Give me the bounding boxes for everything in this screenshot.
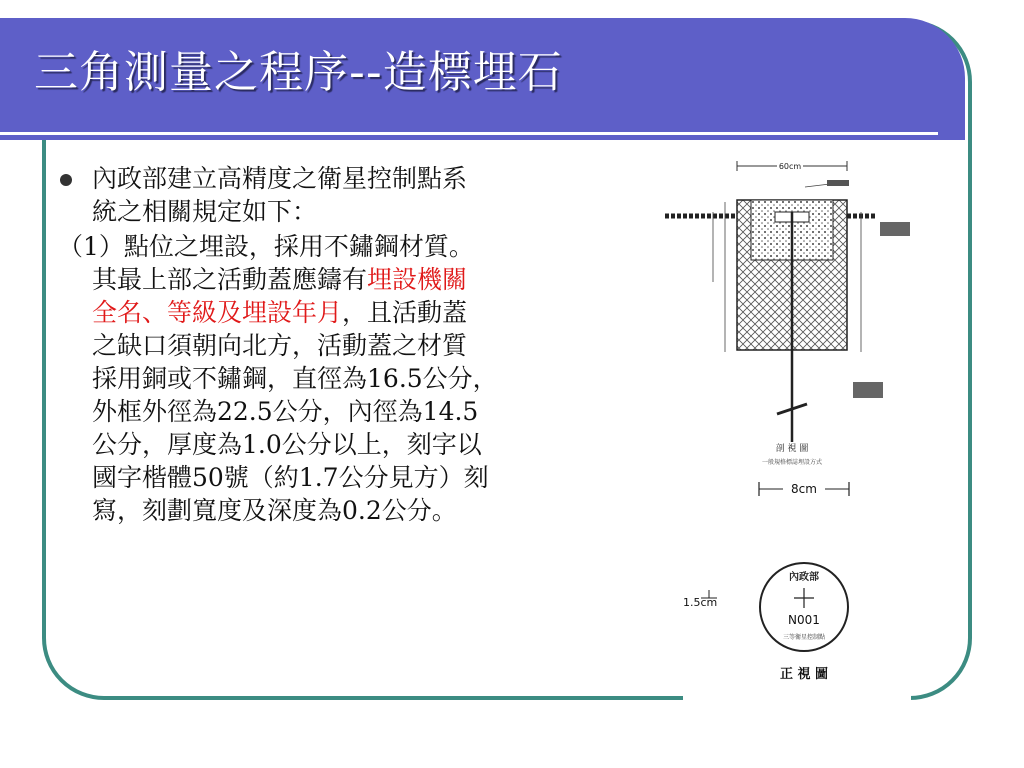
slide-body: [58, 162, 658, 527]
para-line-1: （1）點位之埋設，採用不鏽鋼材質。: [58, 232, 474, 261]
front-width-label: 8cm: [791, 482, 817, 496]
paragraph-spec: [58, 230, 658, 527]
highlight-text: 埋設機關: [367, 265, 468, 294]
front-height-label: 1.5cm: [683, 596, 718, 609]
section-view: [655, 152, 915, 482]
para-line-8: 國字楷體50號（約1.7公分見方）刻: [92, 463, 489, 492]
para-line-6: 外框外徑為22.5公分，內徑為14.5: [92, 397, 479, 426]
bullet-line-2: 統之相關規定如下：: [92, 197, 318, 226]
plate-bottom-text: 三等衛星控制點: [782, 634, 826, 641]
plate-code: N001: [788, 613, 820, 627]
dim-top-label: 60cm: [778, 162, 802, 171]
section-view-drawing: [655, 152, 915, 482]
front-caption: 正 視 圖: [779, 667, 829, 682]
para-line-2: [58, 263, 658, 296]
bullet-dot-icon: [60, 174, 72, 186]
section-caption: 剖 視 圖: [775, 444, 809, 454]
para-line-4: 之缺口須朝向北方，活動蓋之材質: [92, 331, 468, 360]
para-text: ，且活動蓋: [342, 298, 468, 327]
para-line-9: 寫，刻劃寬度及深度為0.2公分。: [92, 496, 457, 525]
section-subcaption: 一般規格標誌埋設方式: [761, 459, 823, 466]
para-text: 其最上部之活動蓋應鑄有: [92, 265, 368, 294]
slide-title: 三角測量之程序--造標埋石: [34, 47, 563, 98]
front-view-drawing: [683, 482, 911, 700]
bullet-line-1: 內政部建立高精度之衛星控制點系: [92, 164, 468, 193]
para-line-7: 公分，厚度為1.0公分以上，刻字以: [92, 430, 482, 459]
bullet-item: [58, 162, 658, 228]
plate-top-text: 內政部: [789, 572, 819, 583]
para-line-3: [58, 296, 658, 329]
title-underline: [0, 132, 938, 135]
benchmark-diagram: [655, 152, 915, 700]
para-line-5: 採用銅或不鏽鋼，直徑為16.5公分，: [92, 364, 498, 393]
highlight-text: 全名、等級及埋設年月: [92, 298, 343, 327]
front-view: [683, 482, 911, 700]
